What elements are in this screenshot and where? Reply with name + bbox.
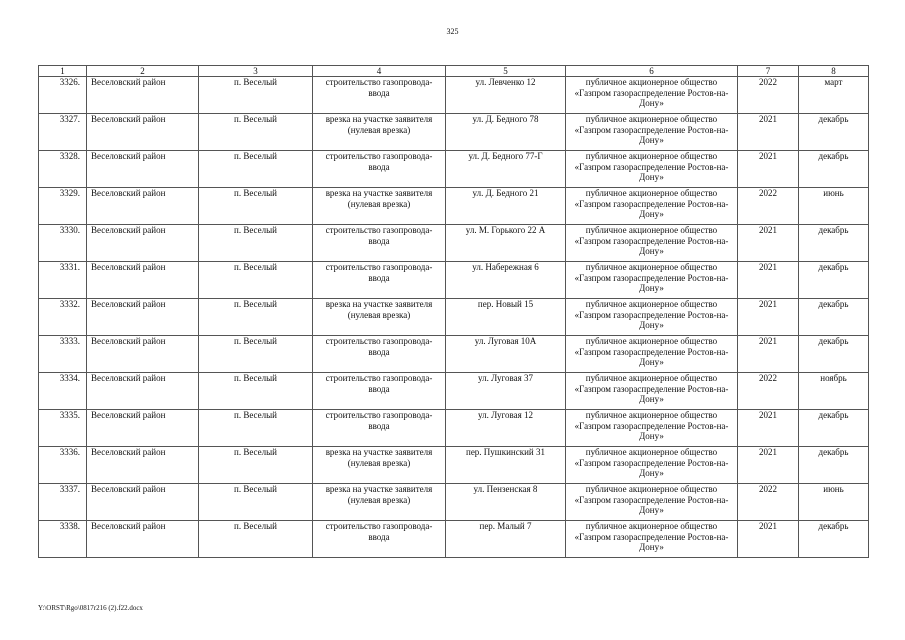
district-cell: Веселовский район: [87, 447, 199, 484]
address-cell: ул. Пензенская 8: [446, 484, 566, 521]
work-type-cell: строительство газопровода-ввода: [313, 262, 446, 299]
table-row: [39, 225, 869, 262]
organization-cell: публичное акционерное общество «Газпром газораспределение Ростов-на-Дону»: [566, 336, 738, 373]
month-cell: декабрь: [799, 410, 869, 447]
settlement-cell: п. Веселый: [199, 336, 313, 373]
district-cell: Веселовский район: [87, 151, 199, 188]
table-row: [39, 521, 869, 558]
settlement-cell: п. Веселый: [199, 225, 313, 262]
month-cell: декабрь: [799, 447, 869, 484]
organization-cell: публичное акционерное общество «Газпром газораспределение Ростов-на-Дону»: [566, 521, 738, 558]
address-cell: ул. М. Горького 22 А: [446, 225, 566, 262]
work-type-cell: строительство газопровода-ввода: [313, 77, 446, 114]
address-cell: пер. Новый 15: [446, 299, 566, 336]
address-cell: ул. Луговая 12: [446, 410, 566, 447]
settlement-cell: п. Веселый: [199, 299, 313, 336]
settlement-cell: п. Веселый: [199, 484, 313, 521]
organization-cell: публичное акционерное общество «Газпром газораспределение Ростов-на-Дону»: [566, 77, 738, 114]
year-cell: 2022: [738, 188, 799, 225]
organization-cell: публичное акционерное общество «Газпром газораспределение Ростов-на-Дону»: [566, 373, 738, 410]
column-header: 7: [738, 66, 799, 77]
district-cell: Веселовский район: [87, 262, 199, 299]
settlement-cell: п. Веселый: [199, 114, 313, 151]
organization-cell: публичное акционерное общество «Газпром газораспределение Ростов-на-Дону»: [566, 151, 738, 188]
work-type-cell: врезка на участке заявителя (нулевая врезка): [313, 447, 446, 484]
column-header: 3: [199, 66, 313, 77]
district-cell: Веселовский район: [87, 77, 199, 114]
work-type-cell: врезка на участке заявителя (нулевая врезка): [313, 484, 446, 521]
organization-cell: публичное акционерное общество «Газпром газораспределение Ростов-на-Дону»: [566, 299, 738, 336]
address-cell: пер. Малый 7: [446, 521, 566, 558]
year-cell: 2021: [738, 262, 799, 299]
district-cell: Веселовский район: [87, 521, 199, 558]
footer-file-path: Y:\ORST\Rgo\0817r216 (2).f22.docx: [38, 604, 143, 612]
table-row: [39, 410, 869, 447]
column-header: 4: [313, 66, 446, 77]
work-type-cell: врезка на участке заявителя (нулевая врезка): [313, 299, 446, 336]
work-type-cell: строительство газопровода-ввода: [313, 336, 446, 373]
table-row: [39, 77, 869, 114]
organization-cell: публичное акционерное общество «Газпром газораспределение Ростов-на-Дону»: [566, 447, 738, 484]
year-cell: 2021: [738, 521, 799, 558]
year-cell: 2022: [738, 484, 799, 521]
district-cell: Веселовский район: [87, 299, 199, 336]
month-cell: июнь: [799, 484, 869, 521]
page-number: 325: [446, 27, 459, 36]
work-type-cell: строительство газопровода-ввода: [313, 373, 446, 410]
work-type-cell: строительство газопровода-ввода: [313, 410, 446, 447]
column-header: 8: [799, 66, 869, 77]
row-number: 3332.: [39, 299, 87, 336]
row-number: 3326.: [39, 77, 87, 114]
district-cell: Веселовский район: [87, 336, 199, 373]
year-cell: 2021: [738, 410, 799, 447]
year-cell: 2021: [738, 299, 799, 336]
table-row: [39, 373, 869, 410]
address-cell: пер. Пушкинский 31: [446, 447, 566, 484]
address-cell: ул. Левченко 12: [446, 77, 566, 114]
district-cell: Веселовский район: [87, 373, 199, 410]
row-number: 3333.: [39, 336, 87, 373]
work-type-cell: строительство газопровода-ввода: [313, 521, 446, 558]
address-cell: ул. Набережная 6: [446, 262, 566, 299]
table-row: [39, 336, 869, 373]
settlement-cell: п. Веселый: [199, 521, 313, 558]
row-number: 3338.: [39, 521, 87, 558]
district-cell: Веселовский район: [87, 484, 199, 521]
column-header: 1: [39, 66, 87, 77]
district-cell: Веселовский район: [87, 225, 199, 262]
work-type-cell: строительство газопровода-ввода: [313, 151, 446, 188]
table-row: [39, 188, 869, 225]
row-number: 3331.: [39, 262, 87, 299]
row-number: 3328.: [39, 151, 87, 188]
table-row: [39, 114, 869, 151]
column-header: 5: [446, 66, 566, 77]
organization-cell: публичное акционерное общество «Газпром газораспределение Ростов-на-Дону»: [566, 225, 738, 262]
work-type-cell: врезка на участке заявителя (нулевая врезка): [313, 114, 446, 151]
table-row: [39, 484, 869, 521]
month-cell: ноябрь: [799, 373, 869, 410]
row-number: 3330.: [39, 225, 87, 262]
row-number: 3337.: [39, 484, 87, 521]
row-number: 3335.: [39, 410, 87, 447]
year-cell: 2021: [738, 114, 799, 151]
district-cell: Веселовский район: [87, 114, 199, 151]
year-cell: 2021: [738, 447, 799, 484]
year-cell: 2021: [738, 336, 799, 373]
district-cell: Веселовский район: [87, 410, 199, 447]
address-cell: ул. Д. Бедного 78: [446, 114, 566, 151]
organization-cell: публичное акционерное общество «Газпром газораспределение Ростов-на-Дону»: [566, 262, 738, 299]
month-cell: декабрь: [799, 299, 869, 336]
work-type-cell: строительство газопровода-ввода: [313, 225, 446, 262]
gas-connection-table: [38, 65, 869, 558]
work-type-cell: врезка на участке заявителя (нулевая врезка): [313, 188, 446, 225]
year-cell: 2022: [738, 373, 799, 410]
address-cell: ул. Д. Бедного 21: [446, 188, 566, 225]
address-cell: ул. Луговая 37: [446, 373, 566, 410]
row-number: 3336.: [39, 447, 87, 484]
month-cell: июнь: [799, 188, 869, 225]
table-body: [39, 77, 869, 558]
table-header-row: [39, 66, 869, 77]
settlement-cell: п. Веселый: [199, 410, 313, 447]
month-cell: март: [799, 77, 869, 114]
organization-cell: публичное акционерное общество «Газпром газораспределение Ростов-на-Дону»: [566, 410, 738, 447]
year-cell: 2021: [738, 151, 799, 188]
month-cell: декабрь: [799, 114, 869, 151]
settlement-cell: п. Веселый: [199, 373, 313, 410]
organization-cell: публичное акционерное общество «Газпром газораспределение Ростов-на-Дону»: [566, 114, 738, 151]
month-cell: декабрь: [799, 151, 869, 188]
settlement-cell: п. Веселый: [199, 188, 313, 225]
column-header: 2: [87, 66, 199, 77]
table-row: [39, 151, 869, 188]
settlement-cell: п. Веселый: [199, 151, 313, 188]
settlement-cell: п. Веселый: [199, 262, 313, 299]
table-row: [39, 262, 869, 299]
table-row: [39, 447, 869, 484]
organization-cell: публичное акционерное общество «Газпром газораспределение Ростов-на-Дону»: [566, 188, 738, 225]
row-number: 3329.: [39, 188, 87, 225]
settlement-cell: п. Веселый: [199, 77, 313, 114]
address-cell: ул. Луговая 10А: [446, 336, 566, 373]
month-cell: декабрь: [799, 521, 869, 558]
month-cell: декабрь: [799, 225, 869, 262]
row-number: 3334.: [39, 373, 87, 410]
year-cell: 2022: [738, 77, 799, 114]
year-cell: 2021: [738, 225, 799, 262]
organization-cell: публичное акционерное общество «Газпром газораспределение Ростов-на-Дону»: [566, 484, 738, 521]
month-cell: декабрь: [799, 336, 869, 373]
settlement-cell: п. Веселый: [199, 447, 313, 484]
table-row: [39, 299, 869, 336]
row-number: 3327.: [39, 114, 87, 151]
district-cell: Веселовский район: [87, 188, 199, 225]
column-header: 6: [566, 66, 738, 77]
month-cell: декабрь: [799, 262, 869, 299]
address-cell: ул. Д. Бедного 77-Г: [446, 151, 566, 188]
